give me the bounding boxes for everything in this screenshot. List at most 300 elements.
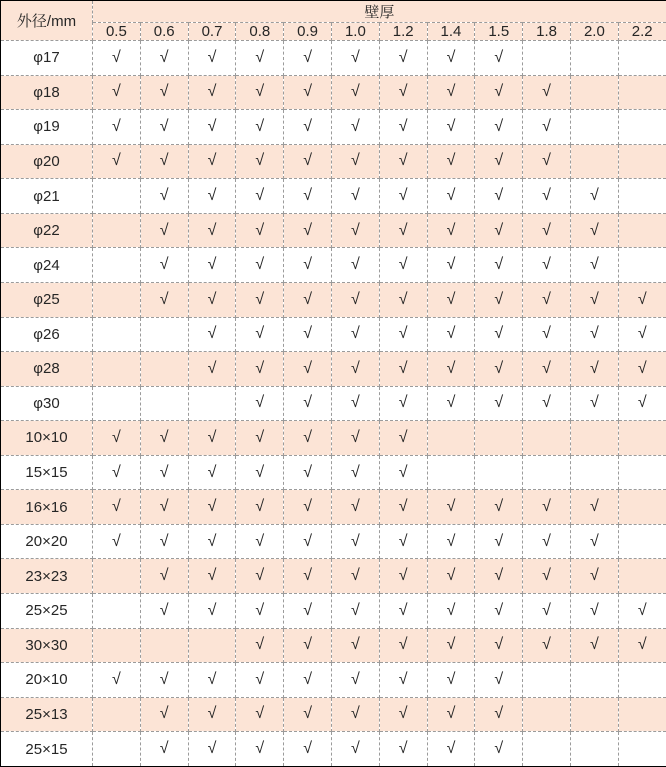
check-cell: √ xyxy=(379,144,427,179)
thickness-col-header: 2.2 xyxy=(618,23,666,41)
size-label: φ21 xyxy=(1,179,93,214)
size-label: φ18 xyxy=(1,75,93,110)
check-cell: √ xyxy=(427,524,475,559)
empty-cell xyxy=(570,75,618,110)
check-cell: √ xyxy=(140,455,188,490)
size-label: φ28 xyxy=(1,352,93,387)
size-label: 25×13 xyxy=(1,697,93,732)
check-cell: √ xyxy=(523,524,571,559)
check-cell: √ xyxy=(570,386,618,421)
empty-cell xyxy=(93,559,141,594)
empty-cell xyxy=(523,663,571,698)
empty-cell xyxy=(618,41,666,76)
empty-cell xyxy=(93,213,141,248)
check-cell: √ xyxy=(140,282,188,317)
table-row xyxy=(1,559,666,594)
empty-cell xyxy=(523,455,571,490)
empty-cell xyxy=(618,697,666,732)
empty-cell xyxy=(140,352,188,387)
check-cell: √ xyxy=(427,663,475,698)
check-cell: √ xyxy=(140,663,188,698)
check-cell: √ xyxy=(427,732,475,767)
check-cell: √ xyxy=(284,455,332,490)
check-cell: √ xyxy=(236,594,284,629)
table-row xyxy=(1,697,666,732)
thickness-col-header: 1.5 xyxy=(475,23,523,41)
check-cell: √ xyxy=(284,386,332,421)
check-cell: √ xyxy=(570,282,618,317)
check-cell: √ xyxy=(379,663,427,698)
check-cell: √ xyxy=(93,75,141,110)
check-cell: √ xyxy=(188,179,236,214)
thickness-col-header: 0.5 xyxy=(93,23,141,41)
check-cell: √ xyxy=(331,386,379,421)
check-cell: √ xyxy=(618,386,666,421)
check-cell: √ xyxy=(236,110,284,145)
check-cell: √ xyxy=(523,386,571,421)
empty-cell xyxy=(618,421,666,456)
check-cell: √ xyxy=(379,41,427,76)
check-cell: √ xyxy=(236,386,284,421)
check-cell: √ xyxy=(475,594,523,629)
check-cell: √ xyxy=(236,524,284,559)
check-cell: √ xyxy=(427,248,475,283)
empty-cell xyxy=(427,455,475,490)
check-cell: √ xyxy=(236,144,284,179)
table-row xyxy=(1,490,666,525)
empty-cell xyxy=(618,559,666,594)
empty-cell xyxy=(93,248,141,283)
empty-cell xyxy=(140,317,188,352)
size-label: φ26 xyxy=(1,317,93,352)
check-cell: √ xyxy=(236,697,284,732)
table-row xyxy=(1,386,666,421)
check-cell: √ xyxy=(570,628,618,663)
check-cell: √ xyxy=(236,455,284,490)
empty-cell xyxy=(427,421,475,456)
table-row xyxy=(1,421,666,456)
empty-cell xyxy=(618,663,666,698)
check-cell: √ xyxy=(188,248,236,283)
check-cell: √ xyxy=(236,41,284,76)
check-cell: √ xyxy=(284,697,332,732)
check-cell: √ xyxy=(331,110,379,145)
empty-cell xyxy=(93,594,141,629)
check-cell: √ xyxy=(188,732,236,767)
check-cell: √ xyxy=(427,490,475,525)
check-cell: √ xyxy=(475,697,523,732)
check-cell: √ xyxy=(188,144,236,179)
empty-cell xyxy=(618,213,666,248)
check-cell: √ xyxy=(236,179,284,214)
check-cell: √ xyxy=(379,110,427,145)
thickness-col-header: 0.8 xyxy=(236,23,284,41)
check-cell: √ xyxy=(331,594,379,629)
empty-cell xyxy=(618,75,666,110)
check-cell: √ xyxy=(570,248,618,283)
check-cell: √ xyxy=(427,697,475,732)
check-cell: √ xyxy=(570,594,618,629)
check-cell: √ xyxy=(570,317,618,352)
check-cell: √ xyxy=(284,179,332,214)
check-cell: √ xyxy=(427,628,475,663)
check-cell: √ xyxy=(618,628,666,663)
table-row xyxy=(1,663,666,698)
check-cell: √ xyxy=(523,144,571,179)
check-cell: √ xyxy=(618,317,666,352)
check-cell: √ xyxy=(475,559,523,594)
empty-cell xyxy=(618,732,666,767)
check-cell: √ xyxy=(331,559,379,594)
check-cell: √ xyxy=(236,732,284,767)
table-row xyxy=(1,75,666,110)
empty-cell xyxy=(93,732,141,767)
check-cell: √ xyxy=(523,248,571,283)
check-cell: √ xyxy=(331,490,379,525)
check-cell: √ xyxy=(379,421,427,456)
check-cell: √ xyxy=(331,628,379,663)
wall-thickness-header: 壁厚 xyxy=(93,1,666,23)
check-cell: √ xyxy=(188,213,236,248)
check-cell: √ xyxy=(618,352,666,387)
check-cell: √ xyxy=(427,386,475,421)
check-cell: √ xyxy=(236,352,284,387)
size-label: 20×20 xyxy=(1,524,93,559)
table-row xyxy=(1,594,666,629)
check-cell: √ xyxy=(284,213,332,248)
check-cell: √ xyxy=(188,352,236,387)
check-cell: √ xyxy=(236,282,284,317)
empty-cell xyxy=(570,455,618,490)
empty-cell xyxy=(618,248,666,283)
empty-cell xyxy=(570,144,618,179)
empty-cell xyxy=(618,110,666,145)
size-label: 16×16 xyxy=(1,490,93,525)
size-label: φ20 xyxy=(1,144,93,179)
check-cell: √ xyxy=(379,213,427,248)
check-cell: √ xyxy=(523,110,571,145)
table-row xyxy=(1,628,666,663)
thickness-col-header: 0.9 xyxy=(284,23,332,41)
empty-cell xyxy=(140,386,188,421)
table-row xyxy=(1,524,666,559)
size-label: φ17 xyxy=(1,41,93,76)
empty-cell xyxy=(618,144,666,179)
size-label: 20×10 xyxy=(1,663,93,698)
check-cell: √ xyxy=(331,282,379,317)
check-cell: √ xyxy=(570,179,618,214)
check-cell: √ xyxy=(140,179,188,214)
check-cell: √ xyxy=(140,213,188,248)
check-cell: √ xyxy=(570,213,618,248)
check-cell: √ xyxy=(523,75,571,110)
check-cell: √ xyxy=(523,179,571,214)
check-cell: √ xyxy=(140,594,188,629)
check-cell: √ xyxy=(379,524,427,559)
empty-cell xyxy=(188,386,236,421)
check-cell: √ xyxy=(188,421,236,456)
check-cell: √ xyxy=(188,594,236,629)
empty-cell xyxy=(570,421,618,456)
check-cell: √ xyxy=(523,594,571,629)
check-cell: √ xyxy=(475,179,523,214)
check-cell: √ xyxy=(475,41,523,76)
check-cell: √ xyxy=(284,732,332,767)
empty-cell xyxy=(188,628,236,663)
empty-cell xyxy=(618,455,666,490)
check-cell: √ xyxy=(140,110,188,145)
check-cell: √ xyxy=(331,663,379,698)
empty-cell xyxy=(140,628,188,663)
check-cell: √ xyxy=(427,213,475,248)
check-cell: √ xyxy=(93,455,141,490)
check-cell: √ xyxy=(140,41,188,76)
check-cell: √ xyxy=(475,282,523,317)
check-cell: √ xyxy=(331,697,379,732)
check-cell: √ xyxy=(379,75,427,110)
check-cell: √ xyxy=(284,628,332,663)
empty-cell xyxy=(93,628,141,663)
table-row xyxy=(1,248,666,283)
check-cell: √ xyxy=(284,110,332,145)
check-cell: √ xyxy=(379,628,427,663)
check-cell: √ xyxy=(475,628,523,663)
check-cell: √ xyxy=(427,352,475,387)
check-cell: √ xyxy=(475,144,523,179)
check-cell: √ xyxy=(475,248,523,283)
size-label: φ25 xyxy=(1,282,93,317)
empty-cell xyxy=(570,697,618,732)
check-cell: √ xyxy=(188,524,236,559)
check-cell: √ xyxy=(475,663,523,698)
empty-cell xyxy=(93,179,141,214)
check-cell: √ xyxy=(93,144,141,179)
table-header xyxy=(1,1,666,41)
check-cell: √ xyxy=(331,421,379,456)
thickness-col-header: 1.2 xyxy=(379,23,427,41)
check-cell: √ xyxy=(284,75,332,110)
check-cell: √ xyxy=(427,41,475,76)
check-cell: √ xyxy=(427,559,475,594)
check-cell: √ xyxy=(570,559,618,594)
check-cell: √ xyxy=(379,697,427,732)
check-cell: √ xyxy=(331,75,379,110)
thickness-col-header: 1.8 xyxy=(523,23,571,41)
check-cell: √ xyxy=(618,594,666,629)
check-cell: √ xyxy=(93,490,141,525)
check-cell: √ xyxy=(188,75,236,110)
size-label: 25×15 xyxy=(1,732,93,767)
check-cell: √ xyxy=(93,663,141,698)
empty-cell xyxy=(618,524,666,559)
check-cell: √ xyxy=(331,41,379,76)
check-cell: √ xyxy=(284,421,332,456)
table-row xyxy=(1,352,666,387)
empty-cell xyxy=(93,386,141,421)
check-cell: √ xyxy=(236,317,284,352)
table-row xyxy=(1,317,666,352)
check-cell: √ xyxy=(284,144,332,179)
size-label: φ22 xyxy=(1,213,93,248)
thickness-col-header: 2.0 xyxy=(570,23,618,41)
check-cell: √ xyxy=(284,594,332,629)
table-row xyxy=(1,282,666,317)
check-cell: √ xyxy=(475,317,523,352)
check-cell: √ xyxy=(427,317,475,352)
check-cell: √ xyxy=(331,455,379,490)
table-row xyxy=(1,213,666,248)
check-cell: √ xyxy=(523,559,571,594)
check-cell: √ xyxy=(284,352,332,387)
check-cell: √ xyxy=(523,282,571,317)
check-cell: √ xyxy=(188,559,236,594)
empty-cell xyxy=(475,455,523,490)
check-cell: √ xyxy=(523,628,571,663)
check-cell: √ xyxy=(379,490,427,525)
check-cell: √ xyxy=(331,144,379,179)
empty-cell xyxy=(93,697,141,732)
check-cell: √ xyxy=(475,110,523,145)
check-cell: √ xyxy=(140,732,188,767)
check-cell: √ xyxy=(236,213,284,248)
check-cell: √ xyxy=(188,41,236,76)
empty-cell xyxy=(523,697,571,732)
table-row xyxy=(1,41,666,76)
size-label: 23×23 xyxy=(1,559,93,594)
check-cell: √ xyxy=(284,663,332,698)
size-label: φ19 xyxy=(1,110,93,145)
check-cell: √ xyxy=(331,248,379,283)
check-cell: √ xyxy=(379,386,427,421)
check-cell: √ xyxy=(427,75,475,110)
check-cell: √ xyxy=(236,559,284,594)
check-cell: √ xyxy=(331,179,379,214)
check-cell: √ xyxy=(284,248,332,283)
empty-cell xyxy=(618,490,666,525)
check-cell: √ xyxy=(140,697,188,732)
check-cell: √ xyxy=(188,455,236,490)
check-cell: √ xyxy=(618,282,666,317)
check-cell: √ xyxy=(379,455,427,490)
check-cell: √ xyxy=(140,524,188,559)
size-label: 15×15 xyxy=(1,455,93,490)
check-cell: √ xyxy=(427,144,475,179)
check-cell: √ xyxy=(236,628,284,663)
size-label: 10×10 xyxy=(1,421,93,456)
check-cell: √ xyxy=(331,732,379,767)
table-row xyxy=(1,144,666,179)
check-cell: √ xyxy=(475,352,523,387)
check-cell: √ xyxy=(379,594,427,629)
size-label: φ24 xyxy=(1,248,93,283)
table-row xyxy=(1,110,666,145)
check-cell: √ xyxy=(188,110,236,145)
check-cell: √ xyxy=(331,317,379,352)
check-cell: √ xyxy=(475,732,523,767)
check-cell: √ xyxy=(284,282,332,317)
check-cell: √ xyxy=(284,524,332,559)
check-cell: √ xyxy=(140,490,188,525)
check-cell: √ xyxy=(475,213,523,248)
check-cell: √ xyxy=(427,179,475,214)
check-cell: √ xyxy=(140,248,188,283)
check-cell: √ xyxy=(331,352,379,387)
check-cell: √ xyxy=(284,41,332,76)
check-cell: √ xyxy=(570,352,618,387)
check-cell: √ xyxy=(379,317,427,352)
outer-diameter-header: 外径/mm xyxy=(1,1,93,41)
check-cell: √ xyxy=(379,179,427,214)
empty-cell xyxy=(523,732,571,767)
check-cell: √ xyxy=(475,490,523,525)
check-cell: √ xyxy=(570,524,618,559)
empty-cell xyxy=(523,421,571,456)
check-cell: √ xyxy=(475,524,523,559)
check-cell: √ xyxy=(140,559,188,594)
thickness-col-header: 1.0 xyxy=(331,23,379,41)
check-cell: √ xyxy=(379,732,427,767)
check-cell: √ xyxy=(331,213,379,248)
check-cell: √ xyxy=(236,75,284,110)
check-cell: √ xyxy=(427,282,475,317)
check-cell: √ xyxy=(140,75,188,110)
empty-cell xyxy=(93,282,141,317)
check-cell: √ xyxy=(93,421,141,456)
check-cell: √ xyxy=(523,317,571,352)
check-cell: √ xyxy=(427,594,475,629)
check-cell: √ xyxy=(427,110,475,145)
empty-cell xyxy=(523,41,571,76)
empty-cell xyxy=(570,41,618,76)
size-label: 25×25 xyxy=(1,594,93,629)
check-cell: √ xyxy=(379,352,427,387)
check-cell: √ xyxy=(379,248,427,283)
thickness-col-header: 1.4 xyxy=(427,23,475,41)
thickness-header-row xyxy=(1,23,666,41)
check-cell: √ xyxy=(236,490,284,525)
check-cell: √ xyxy=(188,697,236,732)
check-cell: √ xyxy=(93,524,141,559)
check-cell: √ xyxy=(523,490,571,525)
check-cell: √ xyxy=(140,421,188,456)
table-body xyxy=(1,41,666,767)
empty-cell xyxy=(570,110,618,145)
check-cell: √ xyxy=(379,559,427,594)
check-cell: √ xyxy=(284,559,332,594)
empty-cell xyxy=(618,179,666,214)
check-cell: √ xyxy=(188,282,236,317)
check-cell: √ xyxy=(93,41,141,76)
table-row xyxy=(1,179,666,214)
check-cell: √ xyxy=(284,490,332,525)
empty-cell xyxy=(475,421,523,456)
check-cell: √ xyxy=(236,663,284,698)
group-header-row xyxy=(1,1,666,23)
check-cell: √ xyxy=(570,490,618,525)
check-cell: √ xyxy=(93,110,141,145)
check-cell: √ xyxy=(331,524,379,559)
thickness-col-header: 0.6 xyxy=(140,23,188,41)
check-cell: √ xyxy=(284,317,332,352)
size-label: 30×30 xyxy=(1,628,93,663)
check-cell: √ xyxy=(379,282,427,317)
empty-cell xyxy=(570,732,618,767)
check-cell: √ xyxy=(236,248,284,283)
thickness-col-header: 0.7 xyxy=(188,23,236,41)
empty-cell xyxy=(93,317,141,352)
check-cell: √ xyxy=(236,421,284,456)
check-cell: √ xyxy=(188,490,236,525)
